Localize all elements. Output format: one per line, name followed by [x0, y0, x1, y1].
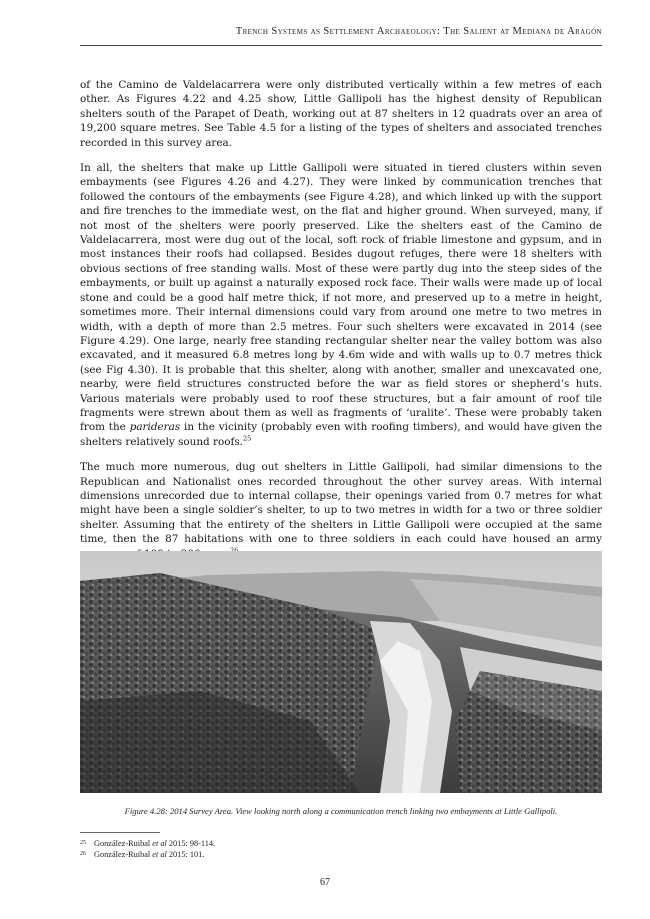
footnote-rule — [80, 832, 160, 833]
header-rule — [80, 45, 602, 46]
page-number: 67 — [320, 877, 330, 888]
paragraph-3-text: The much more numerous, dug out shelters in Little Gallipoli, had similar dimensions to the Republican and Nationalist ones recorded throughout the other survey areas. With internal dimensions unrecorded due to internal collapse, their openings varied from 0.7 metres for what might have been a single soldier’s shelter, to up to two metres in width for a two or three soldier shelter. Assuming that the entirety of the shelters in Little Gallipoli were occupied at the same time, then the 87 habitations with one to three soldiers in each could have housed an army — [80, 461, 602, 546]
body-text — [80, 78, 602, 572]
landscape-photo — [80, 551, 602, 793]
figure-caption: Figure 4.28: 2014 Survey Area. View looking north along a communication trench linking two embayments at Little Gallipoli. — [124, 806, 558, 816]
footnote-25 — [80, 838, 602, 849]
paragraph-1: of the Camino de Valdelacarrera were only distributed vertically within a few metres of each other. As Figures 4.22 and 4.25 show, Little Gallipoli has the highest density of Republican shelters south of the Parapet of Death, working out at 87 shelters in 12 quadrats over an area of 19,200 square metres. See Table 4.5 for a listing of the types of shelters and associated trenches recorded in this survey area. — [80, 79, 602, 149]
paragraph-3 — [80, 460, 602, 561]
footnote-26 — [80, 849, 602, 860]
paragraph-2-text-a: In all, the shelters that make up Little Gallipoli were situated in tiered clusters within seven embayments (see Figures 4.26 and 4.27). They were linked by communication trenches that followed the contours of the embayments (see Figure 4.28), and which linked up with the support and fire trenches to the immediate west, on the flat and higher ground. When surveyed, many, if not most of the shelters were poorly preserved. Like the shelters east of the Camino de Valdelacarrera, most were dug out of the local, soft rock of friable limestone and gypsum, and in most instances their roofs had collapsed. Besides dugout refuges, there were 18 shelters with obvious sections of free standing walls. Most of these were partly dug into the steep sides of the embayments, or built up against a naturally exposed rock face. Their walls were made up of local stone and could be a good half metre thick, if not more, and preserved up to a metre in height, sometimes more. Their internal dimensions could vary from around one metre to two metres in width, with a depth of more than 2.5 metres. Four such shelters were excavated in 2014 (see Figure 4.29). One large, nearly free standing rectangular shelter near the valley bottom was also excavated, and it measured 6.8 metres long by 4.6m wide and with walls up to 0.7 metres thick (see Fig 4.30). It is probable that this shelter, along with another, smaller and unexcavated one, nearby, were field structures constructed before the war as field stores or shepherd’s huts. Various materials were probably used to roof these structures, but a fair amount of roof tile fragments were strewn about them as well as fragments of ‘uralite’. These were probably taken from the — [80, 162, 602, 434]
footnotes — [80, 838, 602, 860]
paragraph-2-emphasis: parideras — [129, 421, 181, 434]
footnote-number: 25 — [80, 840, 86, 846]
paragraph-2-text-b: in the vicinity (probably even with roofing timbers), and would have given the shelters relatively sound roofs. — [80, 421, 602, 448]
footnote-text: González-Ruibal et al 2015: 101. — [94, 850, 205, 859]
footnote-number: 26 — [80, 851, 86, 857]
running-head: Trench Systems as Settlement Archaeology: The Salient at Mediana de Aragón — [235, 26, 602, 37]
footnote-text: González-Ruibal et al 2015: 98-114. — [94, 839, 216, 848]
footnote-ref-25[interactable]: 25 — [242, 434, 252, 443]
figure-photo-trench — [80, 551, 602, 793]
paragraph-2 — [80, 161, 602, 449]
